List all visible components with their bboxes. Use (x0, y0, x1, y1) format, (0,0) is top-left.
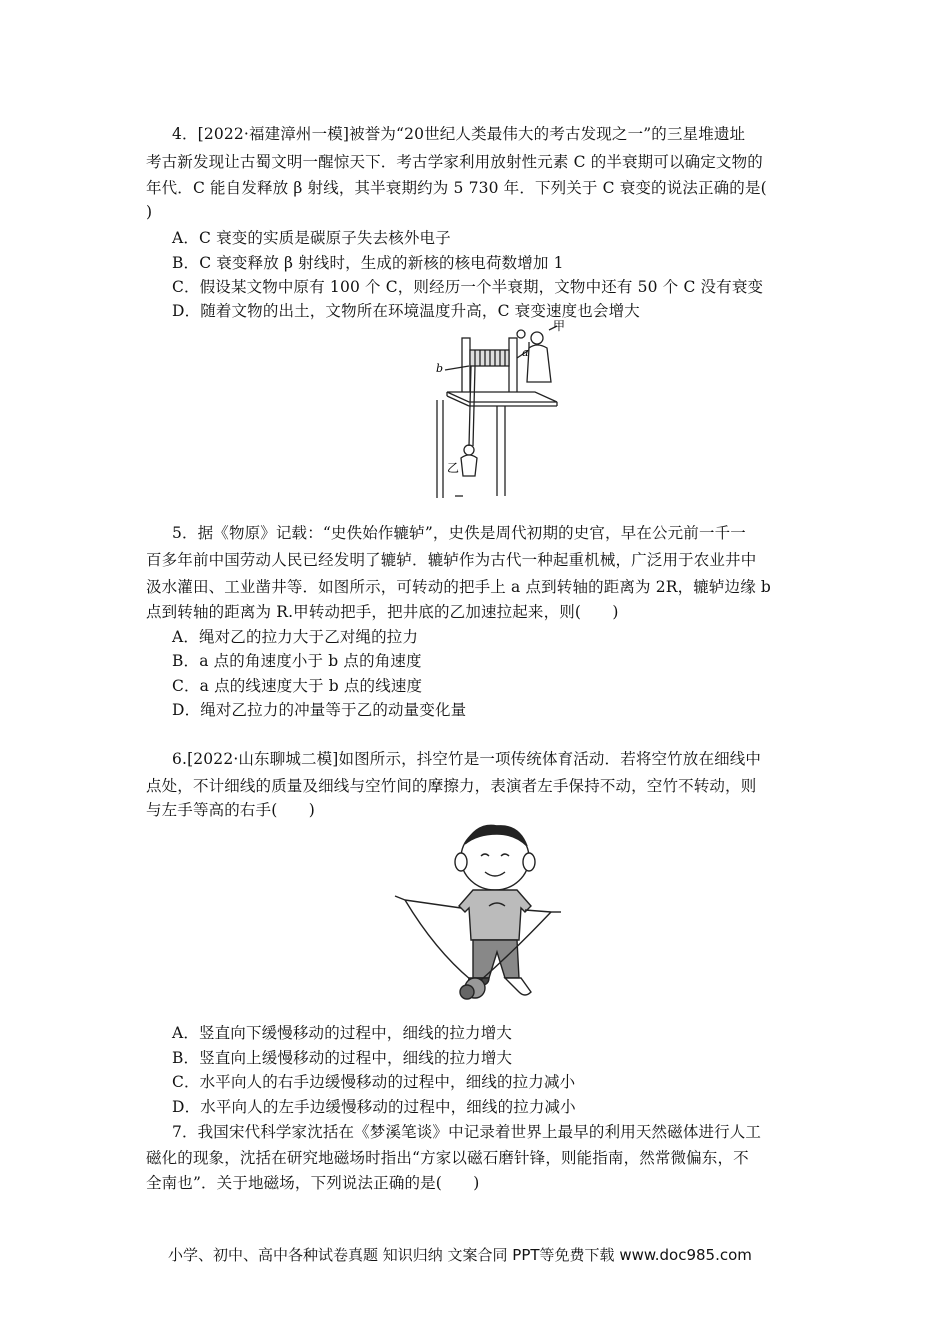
q6-line-1: 6.[2022·山东聊城二模]如图所示，抖空竹是一项传统体育活动．若将空竹放在细线中 (172, 750, 762, 768)
q5-option-a: A．绳对乙的拉力大于乙对绳的拉力 (172, 628, 419, 646)
q6-option-a: A．竖直向下缓慢移动的过程中，细线的拉力增大 (172, 1024, 512, 1042)
q6-option-d: D．水平向人的左手边缓慢移动的过程中，细线的拉力减小 (172, 1098, 576, 1116)
q6-line-2: 点处，不计细线的质量及细线与空竹间的摩擦力，表演者左手保持不动，空竹不转动，则 (146, 777, 757, 795)
q5-option-d: D．绳对乙拉力的冲量等于乙的动量变化量 (172, 701, 467, 719)
q4-line-1: 4．[2022·福建漳州一模]被誉为“20世纪人类最伟大的考古发现之一”的三星堆遗址 (172, 125, 746, 143)
q4-option-d: D．随着文物的出土，文物所在环境温度升高，C 衰变速度也会增大 (172, 302, 640, 320)
page-footer[interactable]: 小学、初中、高中各种试卷真题 知识归纳 文案合同 PPT等免费下载 www.doc985.com (168, 1246, 752, 1264)
q5-option-c: C．a 点的线速度大于 b 点的线速度 (172, 677, 423, 695)
q7-line-1: 7．我国宋代科学家沈括在《梦溪笔谈》中记录着世界上最早的利用天然磁体进行人工 (172, 1123, 762, 1141)
q4-option-c: C．假设某文物中原有 100 个 C，则经历一个半衰期，文物中还有 50 个 C 没有衰变 (172, 278, 764, 296)
label-a: a (522, 346, 529, 359)
q6-option-c: C．水平向人的右手边缓慢移动的过程中，细线的拉力减小 (172, 1073, 576, 1091)
q6-option-b: B．竖直向上缓慢移动的过程中，细线的拉力增大 (172, 1049, 513, 1067)
q4-option-b: B．C 衰变释放 β 射线时，生成的新核的核电荷数增加 1 (172, 254, 564, 272)
q7-line-2: 磁化的现象，沈括在研究地磁场时指出“方家以磁石磨针锋，则能指南，然常微偏东，不 (146, 1149, 749, 1167)
windlass-figure (425, 320, 575, 500)
label-b: b (436, 362, 444, 375)
q4-line-3: 年代．C 能自发释放 β 射线，其半衰期约为 5 730 年．下列关于 C 衰变的说法正确的是( (146, 179, 767, 197)
q5-line-4: 点到转轴的距离为 R.甲转动把手，把井底的乙加速拉起来，则( ) (146, 603, 619, 621)
q5-line-2: 百多年前中国劳动人民已经发明了辘轳．辘轳作为古代一种起重机械，广泛用于农业井中 (146, 551, 757, 569)
q5-line-1: 5．据《物原》记载：“史佚始作辘轳”，史佚是周代初期的史官，早在公元前一千一 (172, 524, 746, 542)
q5-line-3: 汲水灌田、工业凿井等．如图所示，可转动的把手上 a 点到转轴的距离为 2R，辘轳边缘 b (146, 578, 772, 596)
q5-option-b: B．a 点的角速度小于 b 点的角速度 (172, 652, 422, 670)
q4-line-2: 考古新发现让古蜀文明一醒惊天下．考古学家利用放射性元素 C 的半衰期可以确定文物的 (146, 153, 763, 171)
label-yi: 乙 (447, 461, 460, 475)
q4-line-4: ) (146, 203, 153, 221)
q6-line-3: 与左手等高的右手( ) (146, 801, 315, 819)
q7-line-3: 全南也”．关于地磁场，下列说法正确的是( ) (146, 1174, 480, 1192)
label-jia: 甲 (553, 320, 566, 333)
diabolo-figure (385, 820, 585, 1010)
q4-option-a: A．C 衰变的实质是碳原子失去核外电子 (172, 229, 451, 247)
